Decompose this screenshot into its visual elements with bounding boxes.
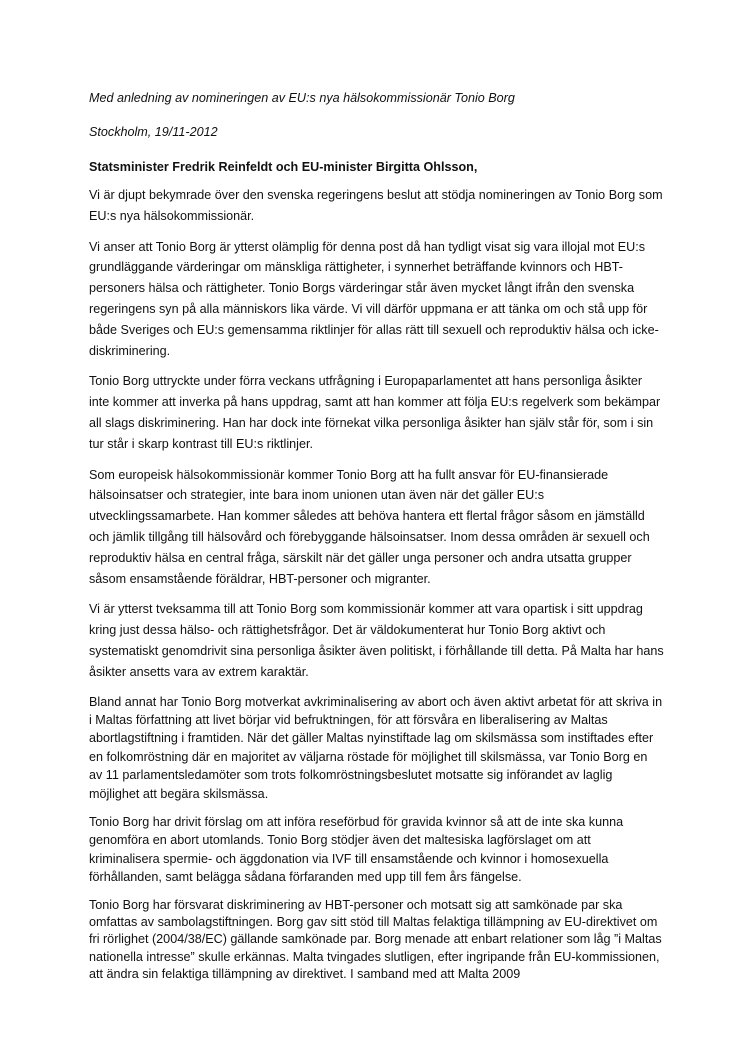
paragraph-1: Vi är djupt bekymrade över den svenska regeringens beslut att stödja nomineringen av Tonio Borg som EU:s nya hälsokommissionär. — [89, 188, 663, 223]
letter-salutation: Statsminister Fredrik Reinfeldt och EU-minister Birgitta Ohlsson, — [89, 160, 478, 174]
letter-dateline: Stockholm, 19/11-2012 — [89, 125, 218, 139]
paragraph-3: Tonio Borg uttryckte under förra veckans utfrågning i Europaparlamentet att hans personliga åsikter inte kommer att inverka på hans uppdrag, samt att han kommer att följa EU:s regelverk som bekämpar all slags diskriminering. Han har dock inte förnekat vilka personliga åsikter han själv står för, som i sin tur står i skarp kontrast till EU:s riktlinjer. — [89, 374, 661, 451]
paragraph-8: Tonio Borg har försvarat diskriminering av HBT-personer och motsatt sig att samkönade par ska omfattas av sambolagstiftningen. Borg gav sitt stöd till Maltas felaktiga tillämpning av EU-direktivet om fri rörlighet (2004/38/EC) gällande samkönade par. Borg menade att enbart relationer som låg ”i Maltas nationella intresse” skulle erkännas. Malta tvingades slutligen, efter ingripande från EU-kommissionen, att ändra sin felaktiga tillämpning av direktivet. I samband med att Malta 2009 — [89, 897, 662, 982]
paragraph-7: Tonio Borg har drivit förslag om att införa reseförbud för gravida kvinnor så att de inte ska kunna genomföra en abort utomlands. Tonio Borg stödjer även det maltesiska lagförslaget om att kriminalisera spermie- och äggdonation via IVF till ensamstående och kvinnor i homosexuella förhållanden, samt belägga sådana förfaranden med upp till fem års fängelse. — [89, 814, 624, 885]
paragraph-4: Som europeisk hälsokommissionär kommer Tonio Borg att ha fullt ansvar för EU-finansierade hälsoinsatser och strategier, inte bara inom unionen utan även när det gäller EU:s utvecklingssamarbete. Han kommer således att behöva hantera ett flertal frågor såsom en jämställd och jämlik tillgång till hälsovård och förebyggande hälsoinsatser. Inom dessa områden är sexuell och reproduktiv hälsa en central fråga, särskilt när det gäller unga personer och andra utsatta grupper såsom ensamstående föräldrar, HBT-personer och migranter. — [89, 467, 650, 586]
paragraph-6: Bland annat har Tonio Borg motverkat avkriminalisering av abort och även aktivt arbetat för att skriva in i Maltas författning att livet börjar vid befruktningen, för att försvåra en liberalisering av Maltas abortlagstiftning i framtiden. När det gäller Maltas nyinstiftade lag om skilsmässa som instiftades efter en folkomröstning där en majoritet av väljarna röstade för möjlighet till skilsmässa, var Tonio Borg en av 11 parlamentsledamöter som trots folkomröstningsbeslutet motsatte sig införandet av laglig möjlighet att begära skilsmässa. — [89, 694, 663, 801]
letter-page — [89, 88, 664, 994]
paragraph-5: Vi är ytterst tveksamma till att Tonio Borg som kommissionär kommer att vara opartisk i sitt uppdrag kring just dessa hälso- och rättighetsfrågor. Det är väldokumenterat hur Tonio Borg aktivt och systematiskt genomdrivit sina personliga åsikter även politiskt, i förhållande till detta. På Malta har hans åsikter ansetts vara av extrem karaktär. — [89, 602, 664, 679]
letter-subject: Med anledning av nomineringen av EU:s nya hälsokommissionär Tonio Borg — [89, 91, 515, 105]
paragraph-2: Vi anser att Tonio Borg är ytterst olämplig för denna post då han tydligt visat sig vara illojal mot EU:s grundläggande värderingar om mänskliga rättigheter, i synnerhet beträffande kvinnors och HBT-personers hälsa och rättigheter. Tonio Borgs värderingar står även mycket långt ifrån den svenska regeringens syn på alla människors lika värde. Vi vill därför uppmana er att tänka om och stå upp för både Sveriges och EU:s gemensamma riktlinjer för allas rätt till sexuell och reproduktiv hälsa och icke-diskriminering. — [89, 239, 659, 358]
